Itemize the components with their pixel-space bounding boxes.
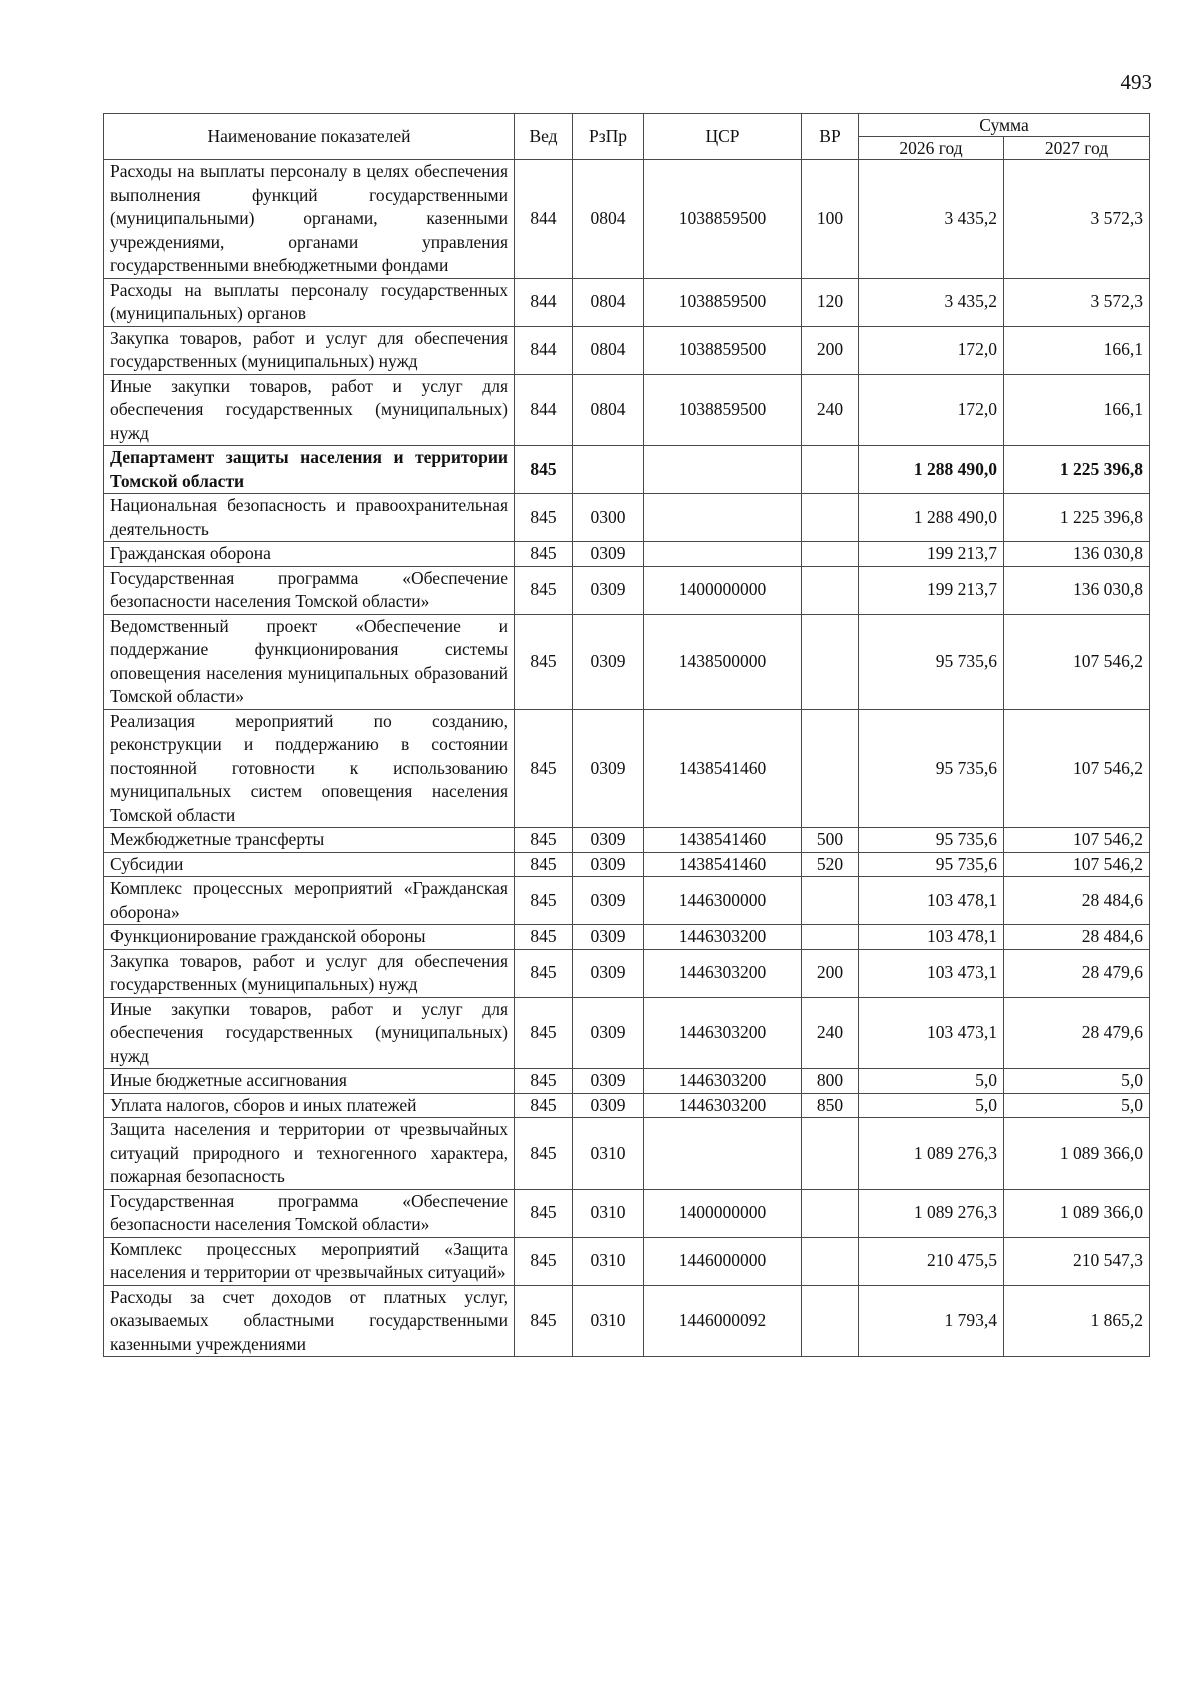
table-row	[104, 542, 1150, 567]
cell-2026: 1 288 490,0	[859, 494, 1004, 542]
table-row	[104, 997, 1150, 1069]
cell-csr	[644, 494, 802, 542]
cell-2027: 5,0	[1004, 1093, 1150, 1118]
cell-2027: 107 546,2	[1004, 852, 1150, 877]
cell-vr	[802, 494, 859, 542]
cell-2026: 5,0	[859, 1069, 1004, 1094]
header-sum: Сумма	[859, 114, 1150, 137]
cell-csr: 1438541460	[644, 828, 802, 853]
cell-name: Закупка товаров, работ и услуг для обеспечения государственных (муниципальных) нужд	[104, 949, 515, 997]
cell-2026: 103 478,1	[859, 877, 1004, 925]
cell-vr: 100	[802, 160, 859, 279]
cell-2027: 166,1	[1004, 374, 1150, 446]
cell-2027: 5,0	[1004, 1069, 1150, 1094]
cell-csr: 1038859500	[644, 374, 802, 446]
cell-rzpr: 0310	[573, 1118, 644, 1190]
cell-name: Расходы за счет доходов от платных услуг, оказываемых областными государственными казенными учреждениями	[104, 1285, 515, 1357]
cell-2027: 107 546,2	[1004, 828, 1150, 853]
cell-csr	[644, 446, 802, 494]
cell-name: Функционирование гражданской обороны	[104, 925, 515, 950]
cell-name: Защита населения и территории от чрезвычайных ситуаций природного и техногенного характера, пожарная безопасность	[104, 1118, 515, 1190]
cell-name: Расходы на выплаты персоналу в целях обеспечения выполнения функций государственными (муниципальными) органами, казенными учреждениями, органами управления государственными внебюджетными фондами	[104, 160, 515, 279]
cell-ved: 845	[515, 1237, 573, 1285]
cell-rzpr: 0309	[573, 542, 644, 567]
cell-rzpr: 0300	[573, 494, 644, 542]
header-2027: 2027 год	[1004, 137, 1150, 160]
cell-csr: 1446303200	[644, 925, 802, 950]
cell-name: Реализация мероприятий по созданию, реконструкции и поддержанию в состоянии постоянной готовности к использованию муниципальных систем оповещения населения Томской области	[104, 709, 515, 828]
header-csr: ЦСР	[644, 114, 802, 160]
cell-rzpr: 0309	[573, 949, 644, 997]
cell-name: Межбюджетные трансферты	[104, 828, 515, 853]
cell-2026: 95 735,6	[859, 852, 1004, 877]
cell-2026: 1 793,4	[859, 1285, 1004, 1357]
cell-ved: 845	[515, 566, 573, 614]
cell-vr	[802, 566, 859, 614]
cell-vr: 200	[802, 949, 859, 997]
cell-vr	[802, 1237, 859, 1285]
cell-rzpr: 0309	[573, 877, 644, 925]
cell-csr: 1446303200	[644, 997, 802, 1069]
table-row	[104, 326, 1150, 374]
cell-vr	[802, 709, 859, 828]
cell-ved: 844	[515, 326, 573, 374]
table-row	[104, 614, 1150, 709]
cell-2027: 1 225 396,8	[1004, 446, 1150, 494]
cell-2027: 28 484,6	[1004, 925, 1150, 950]
cell-2026: 95 735,6	[859, 828, 1004, 853]
table-row	[104, 1189, 1150, 1237]
cell-ved: 845	[515, 925, 573, 950]
cell-csr: 1400000000	[644, 566, 802, 614]
cell-name: Национальная безопасность и правоохранительная деятельность	[104, 494, 515, 542]
table-row	[104, 374, 1150, 446]
cell-ved: 845	[515, 446, 573, 494]
cell-2026: 3 435,2	[859, 278, 1004, 326]
cell-2027: 28 479,6	[1004, 997, 1150, 1069]
cell-rzpr: 0309	[573, 925, 644, 950]
cell-csr: 1400000000	[644, 1189, 802, 1237]
table-row	[104, 852, 1150, 877]
cell-ved: 844	[515, 278, 573, 326]
cell-name: Государственная программа «Обеспечение безопасности населения Томской области»	[104, 1189, 515, 1237]
cell-2026: 103 473,1	[859, 949, 1004, 997]
table-row	[104, 877, 1150, 925]
cell-vr: 200	[802, 326, 859, 374]
cell-vr: 800	[802, 1069, 859, 1094]
cell-name: Иные закупки товаров, работ и услуг для обеспечения государственных (муниципальных) нужд	[104, 997, 515, 1069]
header-ved: Вед	[515, 114, 573, 160]
cell-name: Уплата налогов, сборов и иных платежей	[104, 1093, 515, 1118]
table-row	[104, 949, 1150, 997]
cell-2026: 172,0	[859, 374, 1004, 446]
cell-csr	[644, 1118, 802, 1190]
cell-2027: 107 546,2	[1004, 709, 1150, 828]
cell-2027: 136 030,8	[1004, 542, 1150, 567]
cell-2026: 1 288 490,0	[859, 446, 1004, 494]
cell-rzpr: 0309	[573, 1093, 644, 1118]
cell-csr: 1038859500	[644, 278, 802, 326]
cell-vr: 120	[802, 278, 859, 326]
cell-2026: 3 435,2	[859, 160, 1004, 279]
cell-2027: 210 547,3	[1004, 1237, 1150, 1285]
cell-2026: 1 089 276,3	[859, 1118, 1004, 1190]
cell-2027: 28 479,6	[1004, 949, 1150, 997]
header-vr: ВР	[802, 114, 859, 160]
cell-name: Закупка товаров, работ и услуг для обеспечения государственных (муниципальных) нужд	[104, 326, 515, 374]
cell-ved: 845	[515, 542, 573, 567]
cell-rzpr: 0309	[573, 997, 644, 1069]
header-name: Наименование показателей	[104, 114, 515, 160]
table-row	[104, 828, 1150, 853]
cell-vr: 500	[802, 828, 859, 853]
cell-vr	[802, 542, 859, 567]
cell-2026: 5,0	[859, 1093, 1004, 1118]
cell-rzpr: 0309	[573, 614, 644, 709]
table-row	[104, 278, 1150, 326]
cell-ved: 845	[515, 877, 573, 925]
cell-ved: 845	[515, 828, 573, 853]
cell-2027: 1 865,2	[1004, 1285, 1150, 1357]
table-row	[104, 1069, 1150, 1094]
cell-csr: 1438500000	[644, 614, 802, 709]
cell-name: Ведомственный проект «Обеспечение и поддержание функционирования системы оповещения населения муниципальных образований Томской области»	[104, 614, 515, 709]
cell-2026: 210 475,5	[859, 1237, 1004, 1285]
cell-csr: 1438541460	[644, 852, 802, 877]
cell-ved: 845	[515, 709, 573, 828]
cell-csr: 1446000092	[644, 1285, 802, 1357]
cell-vr	[802, 1189, 859, 1237]
table-row	[104, 494, 1150, 542]
cell-vr	[802, 1285, 859, 1357]
cell-rzpr: 0309	[573, 566, 644, 614]
cell-rzpr: 0309	[573, 828, 644, 853]
cell-2027: 1 089 366,0	[1004, 1189, 1150, 1237]
cell-rzpr: 0309	[573, 852, 644, 877]
cell-2026: 199 213,7	[859, 566, 1004, 614]
cell-2027: 1 089 366,0	[1004, 1118, 1150, 1190]
cell-name: Гражданская оборона	[104, 542, 515, 567]
header-2026: 2026 год	[859, 137, 1004, 160]
cell-name: Иные закупки товаров, работ и услуг для обеспечения государственных (муниципальных) нужд	[104, 374, 515, 446]
cell-csr: 1446303200	[644, 1069, 802, 1094]
cell-vr	[802, 1118, 859, 1190]
cell-rzpr	[573, 446, 644, 494]
table-row	[104, 1285, 1150, 1357]
cell-2027: 3 572,3	[1004, 278, 1150, 326]
table-row	[104, 709, 1150, 828]
cell-name: Комплекс процессных мероприятий «Гражданская оборона»	[104, 877, 515, 925]
cell-ved: 844	[515, 160, 573, 279]
table-body	[104, 160, 1150, 1357]
cell-csr: 1446303200	[644, 949, 802, 997]
cell-ved: 845	[515, 614, 573, 709]
cell-2027: 166,1	[1004, 326, 1150, 374]
cell-vr: 850	[802, 1093, 859, 1118]
table-row	[104, 1237, 1150, 1285]
cell-2027: 107 546,2	[1004, 614, 1150, 709]
cell-2026: 199 213,7	[859, 542, 1004, 567]
cell-2027: 1 225 396,8	[1004, 494, 1150, 542]
cell-rzpr: 0310	[573, 1285, 644, 1357]
cell-name: Комплекс процессных мероприятий «Защита населения и территории от чрезвычайных ситуаций»	[104, 1237, 515, 1285]
cell-csr: 1438541460	[644, 709, 802, 828]
cell-rzpr: 0804	[573, 326, 644, 374]
cell-csr	[644, 542, 802, 567]
cell-vr: 240	[802, 997, 859, 1069]
cell-2027: 28 484,6	[1004, 877, 1150, 925]
cell-2027: 3 572,3	[1004, 160, 1150, 279]
cell-csr: 1038859500	[644, 326, 802, 374]
cell-vr	[802, 446, 859, 494]
cell-2026: 172,0	[859, 326, 1004, 374]
cell-2026: 103 473,1	[859, 997, 1004, 1069]
table-row	[104, 566, 1150, 614]
budget-table	[103, 113, 1150, 1357]
cell-ved: 845	[515, 1189, 573, 1237]
table-row	[104, 1093, 1150, 1118]
cell-vr: 520	[802, 852, 859, 877]
cell-vr: 240	[802, 374, 859, 446]
cell-ved: 845	[515, 1118, 573, 1190]
cell-vr	[802, 925, 859, 950]
cell-rzpr: 0804	[573, 160, 644, 279]
cell-csr: 1446000000	[644, 1237, 802, 1285]
cell-name: Государственная программа «Обеспечение безопасности населения Томской области»	[104, 566, 515, 614]
cell-2026: 1 089 276,3	[859, 1189, 1004, 1237]
cell-ved: 845	[515, 949, 573, 997]
cell-2026: 95 735,6	[859, 709, 1004, 828]
cell-ved: 845	[515, 1285, 573, 1357]
cell-ved: 845	[515, 997, 573, 1069]
table-row	[104, 446, 1150, 494]
cell-name: Иные бюджетные ассигнования	[104, 1069, 515, 1094]
cell-vr	[802, 877, 859, 925]
table-row	[104, 925, 1150, 950]
cell-name: Расходы на выплаты персоналу государственных (муниципальных) органов	[104, 278, 515, 326]
cell-csr: 1446300000	[644, 877, 802, 925]
cell-ved: 845	[515, 1093, 573, 1118]
cell-rzpr: 0310	[573, 1189, 644, 1237]
cell-rzpr: 0804	[573, 374, 644, 446]
cell-vr	[802, 614, 859, 709]
cell-2027: 136 030,8	[1004, 566, 1150, 614]
cell-rzpr: 0310	[573, 1237, 644, 1285]
cell-ved: 844	[515, 374, 573, 446]
cell-ved: 845	[515, 494, 573, 542]
cell-csr: 1038859500	[644, 160, 802, 279]
cell-rzpr: 0804	[573, 278, 644, 326]
cell-rzpr: 0309	[573, 709, 644, 828]
cell-name: Департамент защиты населения и территории Томской области	[104, 446, 515, 494]
cell-2026: 103 478,1	[859, 925, 1004, 950]
header-rzpr: РзПр	[573, 114, 644, 160]
table-row	[104, 160, 1150, 279]
page-number: 493	[1120, 70, 1152, 94]
cell-csr: 1446303200	[644, 1093, 802, 1118]
cell-ved: 845	[515, 1069, 573, 1094]
cell-rzpr: 0309	[573, 1069, 644, 1094]
cell-2026: 95 735,6	[859, 614, 1004, 709]
table-row	[104, 1118, 1150, 1190]
cell-name: Субсидии	[104, 852, 515, 877]
cell-ved: 845	[515, 852, 573, 877]
